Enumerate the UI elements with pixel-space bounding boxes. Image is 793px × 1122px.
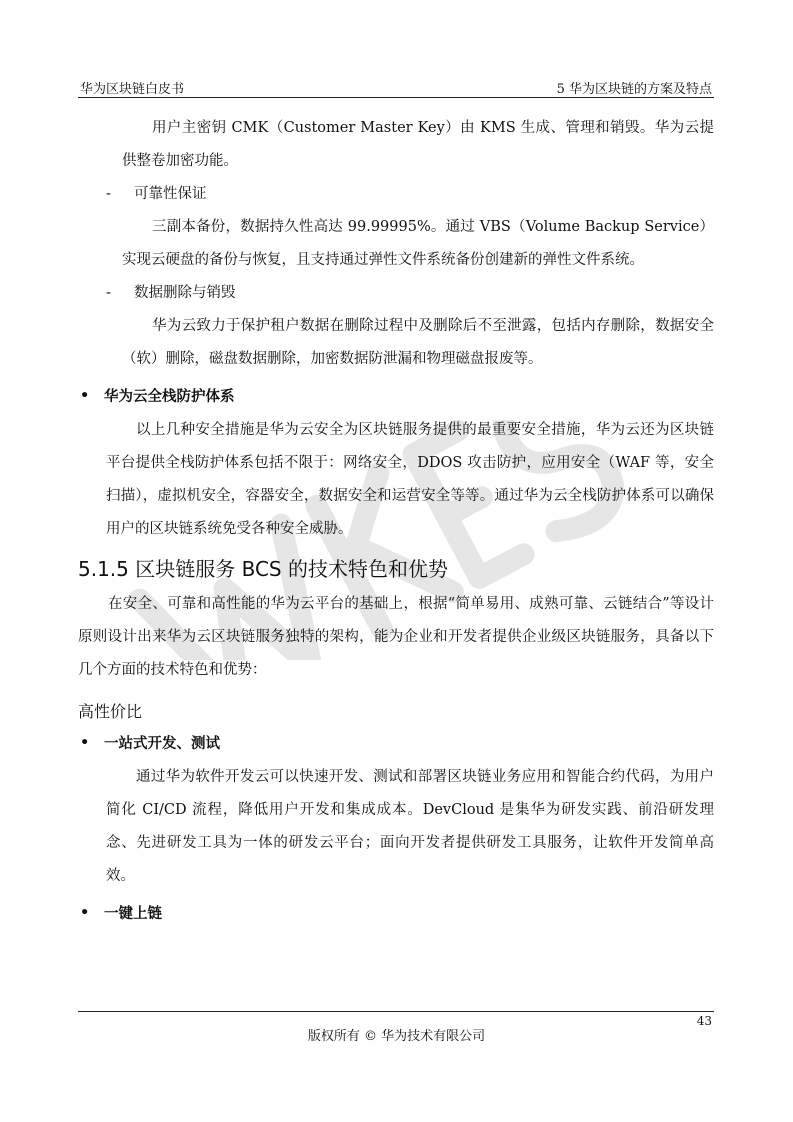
dash-item-label: 数据删除与销毁 bbox=[134, 285, 236, 301]
copyright-notice: 版权所有 © 华为技术有限公司 bbox=[307, 1029, 486, 1044]
header-chapter-title: 5 华为区块链的方案及特点 bbox=[556, 82, 712, 97]
dash-item-reliability bbox=[78, 178, 714, 211]
header-document-title: 华为区块链白皮书 bbox=[80, 82, 185, 97]
bullet-symbol: • bbox=[80, 735, 90, 751]
data-deletion-paragraph: 华为云致力于保护租户数据在删除过程中及删除后不至泄露，包括内存删除，数据安全（软）删除，磁盘数据删除，加密数据防泄漏和物理磁盘报废等。 bbox=[122, 318, 714, 367]
bullet-label: 一键上链 bbox=[104, 905, 162, 922]
intro-paragraph: 用户主密钥 CMK（Customer Master Key）由 KMS 生成、管理和销毁。华为云提供整卷加密功能。 bbox=[122, 120, 714, 169]
bullet-one-stop-dev-test bbox=[78, 727, 714, 761]
dash-symbol: - bbox=[106, 186, 111, 202]
dash-symbol: - bbox=[106, 285, 111, 301]
page-number: 43 bbox=[696, 1014, 712, 1028]
dash-item-label: 可靠性保证 bbox=[134, 186, 207, 202]
fullstack-paragraph: 以上几种安全措施是华为云安全为区块链服务提供的最重要安全措施，华为云还为区块链平台提供全栈防护体系包括不限于：网络安全，DDOS 攻击防护，应用安全（WAF 等，安全扫描），虚拟机安全，容器安全，数据安全和运营安全等等。通过华为云全栈防护体系可以确保用户的区块链系统免受各种安全威胁。 bbox=[106, 422, 714, 537]
bullet-fullstack-protection bbox=[78, 380, 714, 414]
section-heading: 5.1.5 区块链服务 BCS 的技术特色和优势 bbox=[78, 557, 448, 581]
reliability-paragraph: 三副本备份，数据持久性高达 99.99995%。通过 VBS（Volume Backup Service） 实现云硬盘的备份与恢复，且支持通过弹性文件系统备份创建新的弹性文件系统。 bbox=[122, 219, 714, 268]
page-content bbox=[78, 112, 714, 931]
section-paragraph: 在安全、可靠和高性能的华为云平台的基础上，根据“简单易用、成熟可靠、云链结合”等设计原则设计出来华为云区块链服务独特的架构，能为企业和开发者提供企业级区块链服务，具备以下几个方面的技术特色和优势： bbox=[78, 596, 714, 678]
one-stop-paragraph: 通过华为软件开发云可以快速开发、测试和部署区块链业务应用和智能合约代码，为用户简化 CI/CD 流程，降低用户开发和集成成本。DevCloud 是集华为研发实践、前沿研发理念、先进研发工具为一体的研发云平台；面向开发者提供研发工具服务，让软件开发简单高效。 bbox=[106, 769, 714, 884]
bullet-label: 华为云全栈防护体系 bbox=[104, 388, 235, 405]
footer-rule bbox=[78, 1011, 714, 1012]
bullet-one-click-onchain bbox=[78, 897, 714, 931]
page-header bbox=[78, 75, 714, 98]
bullet-symbol: • bbox=[80, 388, 90, 404]
dash-item-data-deletion bbox=[78, 277, 714, 310]
subheading-cost-effective: 高性价比 bbox=[78, 702, 143, 721]
bullet-symbol: • bbox=[80, 905, 90, 921]
bullet-label: 一站式开发、测试 bbox=[104, 735, 220, 752]
